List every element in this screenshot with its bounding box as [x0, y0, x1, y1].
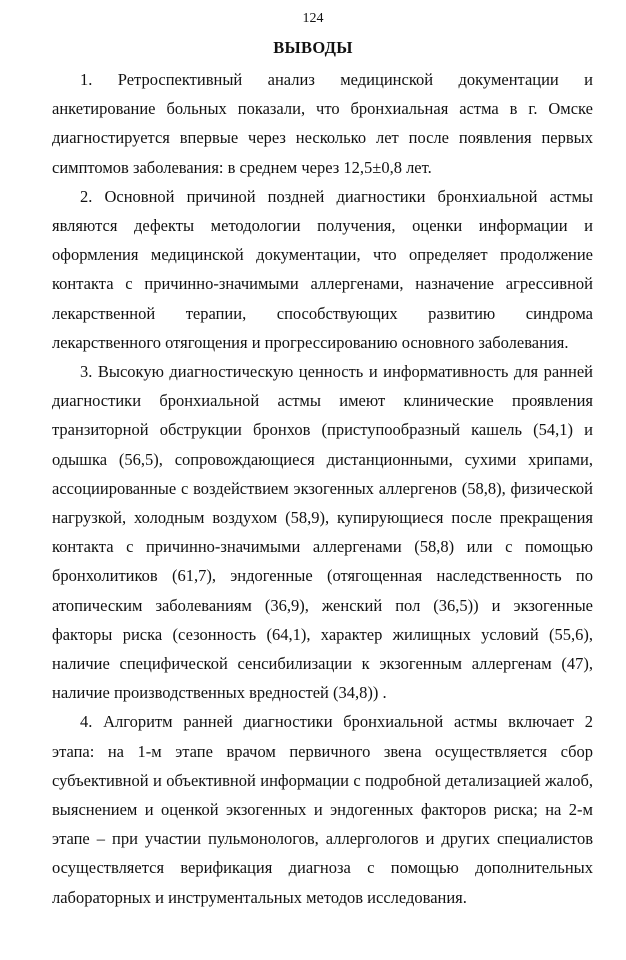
- conclusion-paragraph-3: 3. Высокую диагностическую ценность и информативность для ранней диагностики бронхиальной астмы имеют клинические проявления транзиторной обструкции бронхов (приступообразный кашель (54,1) и одышка (56,5), сопровождающиеся дистанционными, сухими хрипами, ассоциированные с воздействием экзогенных аллергенов (58,8), физической нагрузкой, холодным воздухом (58,9), купирующиеся после прекращения контакта с причинно-значимыми аллергенами (58,8) или с помощью бронхолитиков (61,7), эндогенные (отягощенная наследственность по атопическим заболеваниям (36,9), женский пол (36,5)) и экзогенные факторы риска (сезонность (64,1), характер жилищных условий (55,6), наличие специфической сенсибилизации к экзогенным аллергенам (47), наличие производственных вредностей (34,8)) .: [52, 362, 593, 703]
- conclusion-paragraph-2: 2. Основной причиной поздней диагностики бронхиальной астмы являются дефекты методологии получения, оценки информации и оформления медицинской документации, что определяет продолжение контакта с причинно-значимыми аллергенами, назначение агрессивной лекарственной терапии, способствующих развитию синдрома лекарственного отягощения и прогрессированию основного заболевания.: [52, 186, 593, 352]
- conclusions-body: [52, 65, 593, 912]
- section-title: ВЫВОДЫ: [273, 38, 353, 57]
- conclusion-paragraph-1: 1. Ретроспективный анализ медицинской документации и анкетирование больных показали, что бронхиальная астма в г. Омске диагностируется впервые через несколько лет после появления первых симптомов заболевания: в среднем через 12,5±0,8 лет.: [52, 70, 593, 177]
- conclusion-paragraph-4: 4. Алгоритм ранней диагностики бронхиальной астмы включает 2 этапа: на 1-м этапе врачом первичного звена осуществляется сбор субъективной и объективной информации с подробной детализацией жалоб, выяснением и оценкой экзогенных и эндогенных факторов риска; на 2-м этапе – при участии пульмонологов, аллергологов и других специалистов осуществляется верификация диагноза с помощью дополнительных лабораторных и инструментальных методов исследования.: [52, 712, 593, 907]
- page-number: 124: [302, 11, 324, 26]
